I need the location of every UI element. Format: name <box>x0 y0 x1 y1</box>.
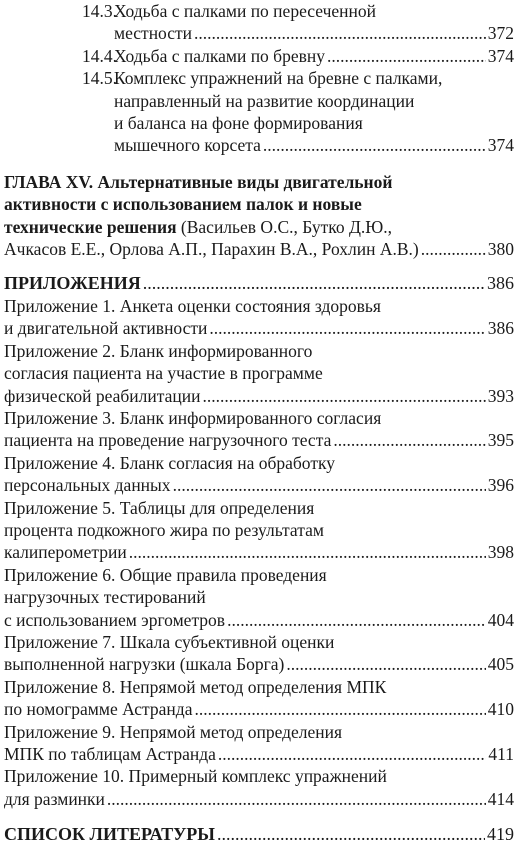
entry-title-line-1: Приложение 5. Таблицы для определения <box>4 497 315 518</box>
page-number: 395 <box>487 430 514 451</box>
page-number: 404 <box>487 609 514 630</box>
entry-title-line-1: Комплекс упражнений на бревне с палками, <box>114 68 443 89</box>
toc-line <box>4 452 514 474</box>
appendix-list <box>4 295 514 810</box>
dot-leader <box>194 22 486 44</box>
dot-leader <box>286 653 485 675</box>
toc-line <box>4 407 514 429</box>
toc-line <box>4 823 514 845</box>
toc-line <box>4 45 514 67</box>
toc-line <box>4 0 514 22</box>
toc-entry-appendix-1[interactable] <box>4 295 514 340</box>
dot-leader <box>107 788 486 810</box>
entry-title-line-1: Приложение 10. Примерный комплекс упражнений <box>4 766 387 787</box>
entry-title-line-2: по номограмме Астранда <box>4 699 193 720</box>
entry-title-line-2: направленный на развитие координации <box>114 90 415 111</box>
table-of-contents <box>4 0 514 846</box>
toc-entry-appendix-8[interactable] <box>4 676 514 721</box>
page-number: 386 <box>487 273 514 294</box>
entry-title-line-1: Приложение 4. Бланк согласия на обработку <box>4 452 335 473</box>
toc-entry-14-4[interactable] <box>4 45 514 67</box>
section-title: ПРИЛОЖЕНИЯ <box>4 273 141 294</box>
toc-line <box>4 193 514 215</box>
chapter-title-line-2: активности с использованием палок и новые <box>4 194 362 215</box>
entry-number: 14.3. <box>82 1 117 21</box>
toc-line <box>4 631 514 653</box>
toc-line <box>4 22 514 44</box>
dot-leader <box>327 45 486 67</box>
toc-line <box>4 171 514 193</box>
page-number: 372 <box>487 23 514 44</box>
dot-leader <box>218 743 486 765</box>
page-number: 374 <box>487 135 514 156</box>
toc-line <box>4 497 514 519</box>
entry-title-line-2: МПК по таблицам Астранда <box>4 744 216 764</box>
toc-entry-appendix-3[interactable] <box>4 407 514 452</box>
toc-line <box>4 90 514 112</box>
toc-entry-appendices[interactable] <box>4 272 514 294</box>
toc-entry-appendix-10[interactable] <box>4 765 514 810</box>
dot-leader <box>143 272 485 294</box>
toc-line <box>4 238 514 260</box>
dot-leader <box>217 823 485 845</box>
entry-number: 14.4. <box>82 45 117 66</box>
toc-entry-14-5[interactable] <box>4 67 514 157</box>
entry-title-line-2: нагрузочных тестирований <box>4 587 206 608</box>
toc-line <box>4 653 514 675</box>
dot-leader <box>227 609 486 631</box>
toc-line <box>4 541 514 563</box>
page-number: 410 <box>487 699 514 720</box>
toc-line <box>4 474 514 496</box>
section-title: СПИСОК ЛИТЕРАТУРЫ <box>4 824 215 845</box>
toc-line <box>4 67 514 89</box>
toc-line <box>4 216 514 238</box>
toc-line <box>4 743 514 765</box>
entry-title-line-2: персональных данных <box>4 475 171 496</box>
entry-title-line-1: Ходьба с палками по пересеченной <box>114 1 376 21</box>
page-number: 405 <box>487 654 514 675</box>
page-number: 386 <box>487 318 514 339</box>
entry-title-line-3: физической реабилитации <box>4 385 201 406</box>
entry-title-line-1: Приложение 2. Бланк информированного <box>4 340 313 361</box>
entry-title-line-1: Ходьба с палками по бревну <box>114 45 325 66</box>
page-number: 380 <box>487 239 514 260</box>
toc-line <box>4 295 514 317</box>
page-number: 396 <box>487 475 514 496</box>
toc-line <box>4 385 514 407</box>
toc-line <box>4 317 514 339</box>
entry-title-line-1: Приложение 3. Бланк информированного согласия <box>4 407 382 428</box>
entry-title-line-2: для разминки <box>4 788 105 809</box>
toc-entry-appendix-5[interactable] <box>4 497 514 564</box>
entry-title-line-2: процента подкожного жира по результатам <box>4 519 324 540</box>
toc-line <box>4 564 514 586</box>
entry-title-line-4: мышечного корсета <box>114 135 261 156</box>
toc-line <box>4 676 514 698</box>
dot-leader <box>202 385 485 407</box>
chapter-title-line-1: ГЛАВА XV. Альтернативные виды двигательной <box>4 171 393 192</box>
toc-line <box>4 429 514 451</box>
toc-line <box>4 586 514 608</box>
entry-title-line-2: выполненной нагрузки (шкала Борга) <box>4 654 285 675</box>
chapter-authors-line-2: Ачкасов Е.Е., Орлова А.П., Парахин В.А., Рохлин А.В.) <box>4 239 419 260</box>
entry-number: 14.5. <box>82 68 117 89</box>
toc-line <box>4 788 514 810</box>
entry-title-line-1: Приложение 1. Анкета оценки состояния здоровья <box>4 295 381 316</box>
dot-leader <box>129 541 486 563</box>
toc-line <box>4 112 514 134</box>
entry-title-line-1: Приложение 6. Общие правила проведения <box>4 564 327 585</box>
entry-title-line-2: и двигательной активности <box>4 318 208 339</box>
entry-title-line-3: с использованием эргометров <box>4 609 226 630</box>
toc-entry-appendix-9[interactable] <box>4 721 514 766</box>
page-number: 374 <box>487 45 514 66</box>
dot-leader <box>194 698 485 720</box>
entry-title-line-1: Приложение 8. Непрямой метод определения МПК <box>4 676 387 697</box>
page-number: 398 <box>487 542 514 563</box>
toc-line <box>4 765 514 787</box>
toc-entry-appendix-7[interactable] <box>4 631 514 676</box>
toc-entry-14-3[interactable] <box>4 0 514 45</box>
entry-title-line-2: местности <box>114 23 193 44</box>
toc-entry-chapter-15[interactable] <box>4 171 514 261</box>
chapter-title-line-3: технические решения <box>4 216 177 237</box>
dot-leader <box>333 429 485 451</box>
dot-leader <box>173 474 486 496</box>
page-number: 414 <box>487 788 514 809</box>
toc-entry-appendix-4[interactable] <box>4 452 514 497</box>
entry-title-line-1: Приложение 9. Непрямой метод определения <box>4 721 343 742</box>
toc-line <box>4 134 514 156</box>
toc-entry-appendix-6[interactable] <box>4 564 514 631</box>
page-number: 393 <box>487 385 514 406</box>
toc-line <box>4 519 514 541</box>
toc-line <box>4 609 514 631</box>
toc-line <box>4 362 514 384</box>
chapter-authors-line-1: (Васильев О.С., Бутко Д.Ю., <box>176 216 393 237</box>
entry-title-line-3: и баланса на фоне формирования <box>114 113 363 134</box>
entry-title-line-2: пациента на проведение нагрузочного теста <box>4 430 332 451</box>
toc-line <box>4 698 514 720</box>
entry-title-line-3: калиперометрии <box>4 542 127 563</box>
entry-title-line-2: согласия пациента на участие в программе <box>4 363 323 384</box>
entry-title-line-1: Приложение 7. Шкала субъективной оценки <box>4 631 335 652</box>
dot-leader <box>263 134 486 156</box>
dot-leader <box>209 317 485 339</box>
toc-line <box>4 272 514 294</box>
toc-line <box>4 721 514 743</box>
toc-line <box>4 340 514 362</box>
toc-entry-bibliography[interactable] <box>4 823 514 845</box>
page-number: 411 <box>488 744 514 764</box>
dot-leader <box>421 238 486 260</box>
toc-entry-appendix-2[interactable] <box>4 340 514 407</box>
page-number: 419 <box>487 824 514 845</box>
